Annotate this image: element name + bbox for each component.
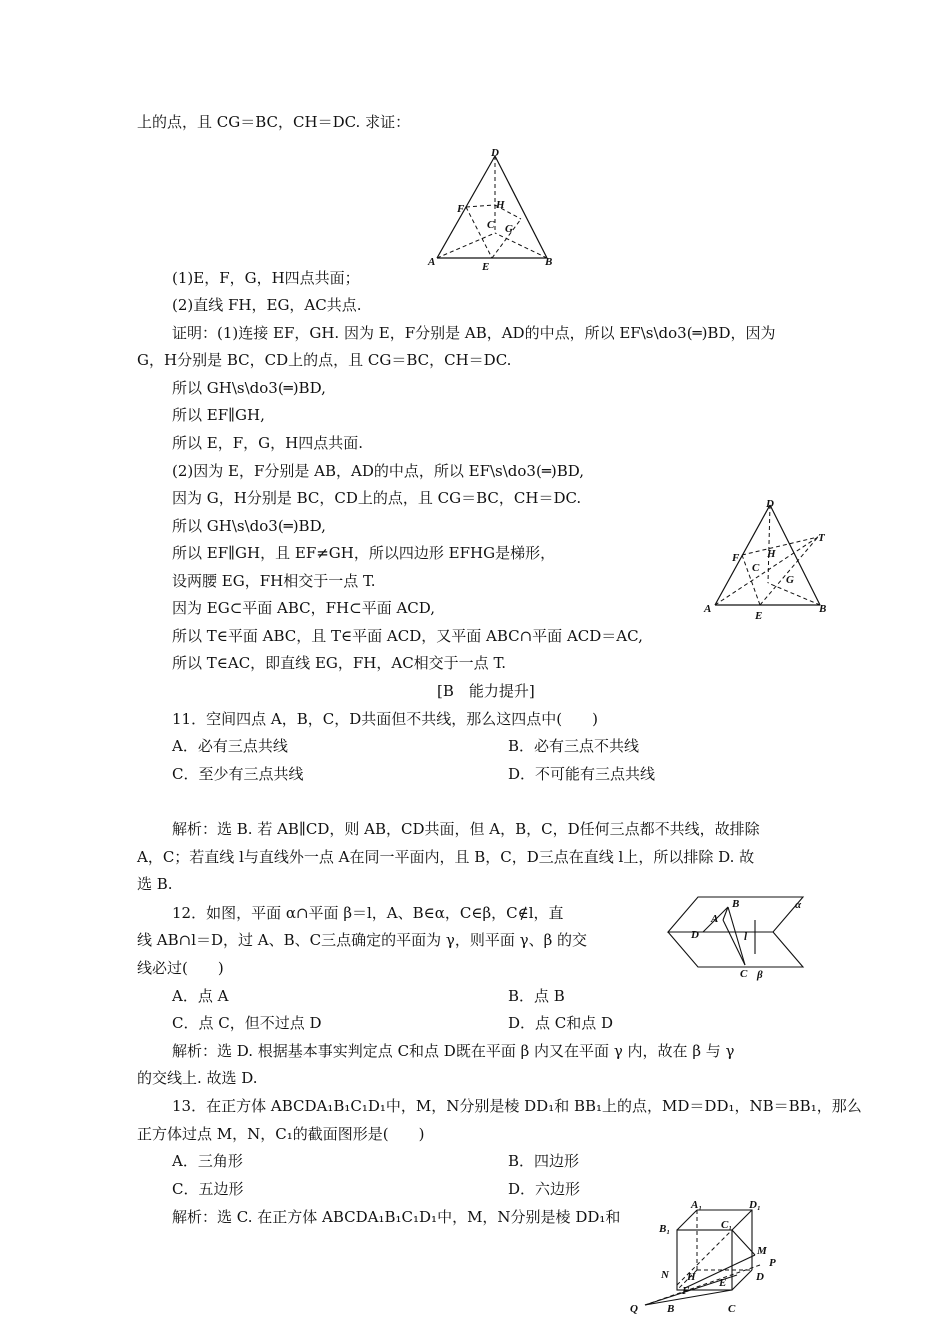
label-B: B — [732, 898, 740, 910]
option-right: B．必有三点不共线 — [508, 737, 640, 755]
label-B: B — [819, 603, 827, 615]
label-l: l — [744, 931, 748, 943]
label-C: C — [728, 1303, 736, 1315]
option-left: C．五边形 — [172, 1180, 244, 1198]
option-left: A．三角形 — [172, 1152, 243, 1170]
label-H: H — [496, 199, 505, 211]
text-line: 所以 GH\s\do3(═)BD, — [172, 517, 326, 535]
tetrahedron-figure-2 — [700, 495, 835, 625]
label-G: G — [786, 574, 794, 586]
text-line: 的交线上. 故选 D. — [137, 1069, 258, 1087]
label-C: C — [740, 968, 748, 980]
text-line: 线必过( ) — [137, 959, 224, 977]
label-M: M — [757, 1245, 767, 1257]
text-line: [B 能力提升] — [437, 682, 535, 700]
option-left: C．点 C，但不过点 D — [172, 1014, 322, 1032]
text-line: (2)直线 FH，EG，AC共点. — [172, 296, 362, 314]
label-D: D — [766, 498, 774, 510]
label-E: E — [482, 261, 490, 273]
text-line: 所以 T∈AC，即直线 EG，FH，AC相交于一点 T. — [172, 654, 507, 672]
planes-figure — [663, 892, 813, 987]
text-line: 所以 E，F，G，H四点共面. — [172, 434, 363, 452]
option-left: C．至少有三点共线 — [172, 765, 304, 783]
label-B: B — [667, 1303, 675, 1315]
text-line: 线 AB∩l＝D，过 A、B、C三点确定的平面为 γ，则平面 γ、β 的交 — [137, 931, 588, 949]
label-D: D — [756, 1271, 764, 1283]
label-A: A — [428, 256, 436, 268]
label-P: P — [769, 1257, 776, 1269]
label-A: A — [711, 913, 719, 925]
text-line: G，H分别是 BC，CD上的点，且 CG＝BC，CH＝DC. — [137, 351, 512, 369]
label-B: B — [545, 256, 553, 268]
text-line: 证明：(1)连接 EF，GH. 因为 E，F分别是 AB，AD的中点，所以 EF\s\do3(═)BD，因为 — [172, 324, 776, 342]
option-right: D．不可能有三点共线 — [508, 765, 656, 783]
label-alpha: α — [795, 899, 802, 911]
label-A1: A₁ — [691, 1200, 703, 1211]
text-line: 解析：选 C. 在正方体 ABCDA₁B₁C₁D₁中，M，N分别是棱 DD₁和 — [172, 1208, 621, 1226]
label-E: E — [719, 1277, 727, 1289]
text-line: 上的点，且 CG＝BC，CH＝DC. 求证： — [137, 113, 411, 131]
text-line: 所以 EF∥GH, — [172, 406, 265, 424]
text-line: 所以 GH\s\do3(═)BD, — [172, 379, 326, 397]
text-line: 所以 EF∥GH，且 EF≠GH，所以四边形 EFHG是梯形， — [172, 544, 556, 562]
label-F: F — [457, 203, 465, 215]
text-line: 所以 T∈平面 ABC，且 T∈平面 ACD，又平面 ABC∩平面 ACD＝AC, — [172, 627, 643, 645]
text-line: 设两腰 EG，FH相交于一点 T. — [172, 572, 376, 590]
label-beta: β — [757, 969, 763, 981]
text-line: (2)因为 E，F分别是 AB，AD的中点，所以 EF\s\do3(═)BD, — [172, 462, 584, 480]
label-F: F — [682, 1285, 690, 1297]
cube-figure — [625, 1200, 790, 1340]
option-left: A．必有三点共线 — [172, 737, 288, 755]
label-T: T — [818, 532, 825, 544]
text-line: 解析：选 D. 根据基本事实判定点 C和点 D既在平面 β 内又在平面 γ 内，故在 β 与 γ — [172, 1042, 735, 1060]
label-A: A — [704, 603, 712, 615]
label-D: D — [691, 929, 699, 941]
text-line: 选 B. — [137, 875, 173, 893]
label-Q: Q — [630, 1303, 638, 1315]
label-C1: C₁ — [721, 1219, 733, 1231]
label-E: E — [755, 610, 763, 622]
text-line: 13．在正方体 ABCDA₁B₁C₁D₁中，M，N分别是棱 DD₁和 BB₁上的点，MD＝DD₁，NB＝BB₁，那么 — [172, 1097, 862, 1115]
option-left: A．点 A — [172, 987, 229, 1005]
option-right: B．四边形 — [508, 1152, 580, 1170]
label-G: G — [505, 223, 513, 235]
text-line: 正方体过点 M，N，C₁的截面图形是( ) — [137, 1125, 425, 1143]
label-N: N — [661, 1269, 669, 1281]
text-line: 12．如图，平面 α∩平面 β＝l，A、B∈α，C∈β，C∉l，直 — [172, 904, 564, 922]
option-right: D．点 C和点 D — [508, 1014, 614, 1032]
text-line: 因为 EG⊂平面 ABC，FH⊂平面 ACD, — [172, 599, 436, 617]
label-H: H — [767, 548, 776, 560]
text-line: 11．空间四点 A，B，C，D共面但不共线，那么这四点中( ) — [172, 710, 598, 728]
text-line: 因为 G，H分别是 BC，CD上的点，且 CG＝BC，CH＝DC. — [172, 489, 582, 507]
option-right: B．点 B — [508, 987, 565, 1005]
text-line: 解析：选 B. 若 AB∥CD，则 AB，CD共面，但 A，B，C，D任何三点都不共线，故排除 — [172, 820, 760, 838]
label-D: D — [491, 148, 499, 159]
label-B1: B₁ — [659, 1223, 671, 1235]
label-F: F — [732, 552, 740, 564]
label-C: C — [752, 562, 760, 574]
label-C: C — [487, 219, 495, 231]
text-line: (1)E，F，G，H四点共面； — [172, 269, 360, 287]
text-line: A，C；若直线 l与直线外一点 A在同一平面内，且 B，C，D三点在直线 l上，所以排除 D. 故 — [137, 848, 755, 866]
label-D1: D₁ — [749, 1200, 761, 1211]
tetrahedron-figure-1 — [425, 148, 560, 273]
option-right: D．六边形 — [508, 1180, 581, 1198]
label-H: H — [687, 1271, 696, 1283]
